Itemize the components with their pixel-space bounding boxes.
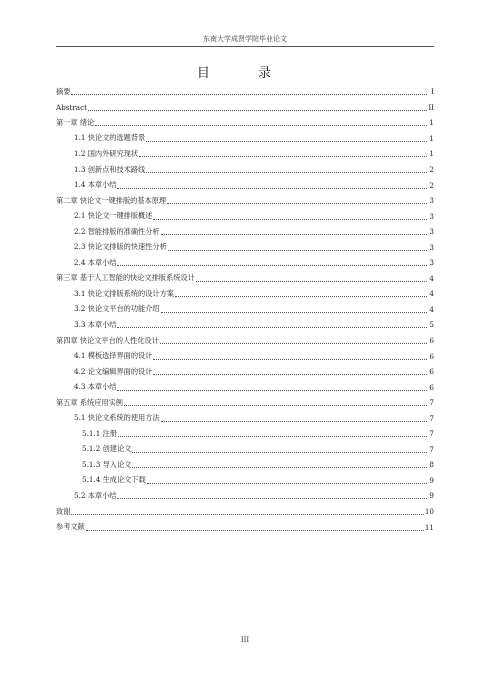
toc-entry-page: 8 [429,460,434,470]
toc-entry[interactable] [56,457,434,473]
toc-entry-page: 3 [429,242,434,252]
dot-leader [146,141,427,142]
dot-leader [118,436,427,437]
toc-entry-label: 5.1.3 导入论文 [82,459,132,469]
dot-leader [124,405,427,406]
dot-leader [71,514,423,515]
toc-entry-label: 2.4 本章小结 [74,257,117,267]
toc-entry-label: 5.1.2 创建论文 [82,444,132,454]
dot-leader [132,467,427,468]
toc-entry[interactable] [56,364,434,380]
toc-entry[interactable] [56,333,434,349]
toc-entry[interactable] [56,271,434,287]
toc-entry-label: 2.1 快论文一键排版概述 [74,211,153,221]
toc-entry-page: 2 [429,165,434,174]
page-number: III [240,636,250,644]
toc-entry-label: 3.2 快论文平台的功能介绍 [74,304,160,314]
toc-entry-page: 2 [429,180,434,190]
toc-entry[interactable] [56,379,434,395]
toc-entry[interactable] [56,131,434,147]
page-title: 目 录 [196,66,294,81]
toc-entry-page: 7 [429,429,434,439]
toc-entry[interactable] [56,239,434,255]
toc-entry-label: 第四章 快论文平台的人性化设计 [56,335,159,345]
toc-entry-label: 3.3 本章小结 [74,319,117,329]
dot-leader [147,483,427,484]
dot-leader [160,343,427,344]
toc-entry[interactable] [56,255,434,271]
toc-entry-label: 第五章 系统应用实例 [56,397,123,407]
dot-leader [132,452,427,453]
toc-entry-page: 3 [429,211,434,221]
toc-entry-label: 1.2 国内外研究现状 [74,148,139,158]
dot-leader [117,327,427,328]
toc-entry-page: 3 [429,227,434,237]
toc-entry-page: 3 [429,196,434,206]
running-header: 东南大学成贤学院毕业论文 [203,35,287,43]
dot-leader [153,359,427,360]
dot-leader [71,94,427,95]
dot-leader [196,281,427,282]
dot-leader [168,250,427,251]
toc-entry-label: 5.1 快论文系统的使用方法 [74,413,160,423]
toc-entry[interactable] [56,146,434,162]
dot-leader [139,156,427,157]
toc-entry[interactable] [56,442,434,458]
dot-leader [153,374,427,375]
toc-entry-page: 9 [429,475,434,485]
toc-entry[interactable] [56,302,434,318]
toc-entry-label: 第三章 基于人工智能的快论文排版系统设计 [56,273,195,283]
toc-entry-page: 10 [424,507,434,517]
table-of-contents [56,84,434,535]
toc-entry-page: 4 [429,304,434,314]
toc-entry[interactable] [56,488,434,504]
toc-entry-page: 1 [429,149,434,159]
toc-entry[interactable] [56,410,434,426]
toc-entry[interactable] [56,286,434,302]
toc-entry[interactable] [56,519,434,535]
toc-entry-label: Abstract [56,102,88,112]
dot-leader [161,312,427,313]
toc-entry-label: 5.1.4 生成论文下载 [82,475,146,485]
dot-leader [117,188,427,189]
dot-leader [86,530,424,531]
toc-entry[interactable] [56,504,434,520]
toc-entry-page: 6 [429,367,434,377]
toc-entry[interactable] [56,115,434,131]
toc-entry-page: 5 [429,320,434,330]
toc-entry-page: 4 [429,273,434,283]
toc-entry-page: 6 [429,351,434,361]
toc-entry-page: 7 [429,444,434,454]
dot-leader [175,296,427,297]
dot-leader [95,125,427,126]
toc-entry[interactable] [56,473,434,489]
toc-entry-label: 4.2 论文编辑界面的设计 [74,366,153,376]
toc-entry-label: 1.4 本章小结 [74,180,117,190]
dot-leader [117,498,427,499]
toc-entry[interactable] [56,395,434,411]
toc-entry[interactable] [56,177,434,193]
toc-entry-page: 1 [429,118,434,128]
toc-entry-label: 5.1.1 注册 [82,428,117,438]
toc-entry-label: 4.3 本章小结 [74,382,117,392]
toc-entry[interactable] [56,348,434,364]
toc-entry[interactable] [56,224,434,240]
toc-entry[interactable] [56,317,434,333]
dot-leader [167,203,427,204]
toc-entry-page: I [431,87,434,97]
toc-entry-page: 3 [429,258,434,268]
toc-entry-page: 7 [429,398,434,408]
dot-leader [161,421,427,422]
dot-leader [161,234,427,235]
toc-entry[interactable] [56,84,434,100]
toc-entry-page: 11 [424,522,434,532]
header-divider [56,46,434,47]
toc-entry-label: 致谢 [56,506,71,516]
toc-entry[interactable] [56,100,434,116]
toc-entry-label: 5.2 本章小结 [74,490,117,500]
toc-entry-page: 6 [429,382,434,392]
toc-entry-label: 参考文献 [56,522,85,532]
toc-entry[interactable] [56,193,434,209]
toc-entry-label: 第二章 快论文一键排版的基本原理 [56,195,167,205]
toc-entry-page: II [428,102,434,112]
dot-leader [153,219,427,220]
toc-entry-label: 1.3 创新点和技术路线 [74,164,146,174]
toc-entry-page: 1 [429,133,434,143]
dot-leader [117,265,427,266]
toc-entry-label: 摘要 [56,86,71,96]
toc-entry-page: 9 [429,491,434,501]
toc-entry-page: 7 [429,413,434,423]
dot-leader [117,390,427,391]
toc-entry-label: 2.2 智能排版的准确性分析 [74,226,160,236]
toc-entry-label: 3.1 快论文排版系统的设计方案 [74,288,174,298]
dot-leader [146,172,427,173]
dot-leader [88,110,427,111]
toc-entry-label: 4.1 模板选择界面的设计 [74,351,153,361]
toc-entry-label: 2.3 快论文排版的快速性分析 [74,242,167,252]
toc-entry-label: 第一章 绪论 [56,117,95,127]
toc-entry-page: 6 [429,336,434,346]
toc-entry[interactable] [56,426,434,442]
toc-entry-page: 4 [429,289,434,299]
toc-entry-label: 1.1 快论文的选题背景 [74,133,146,143]
toc-entry[interactable] [56,162,434,178]
toc-entry[interactable] [56,208,434,224]
